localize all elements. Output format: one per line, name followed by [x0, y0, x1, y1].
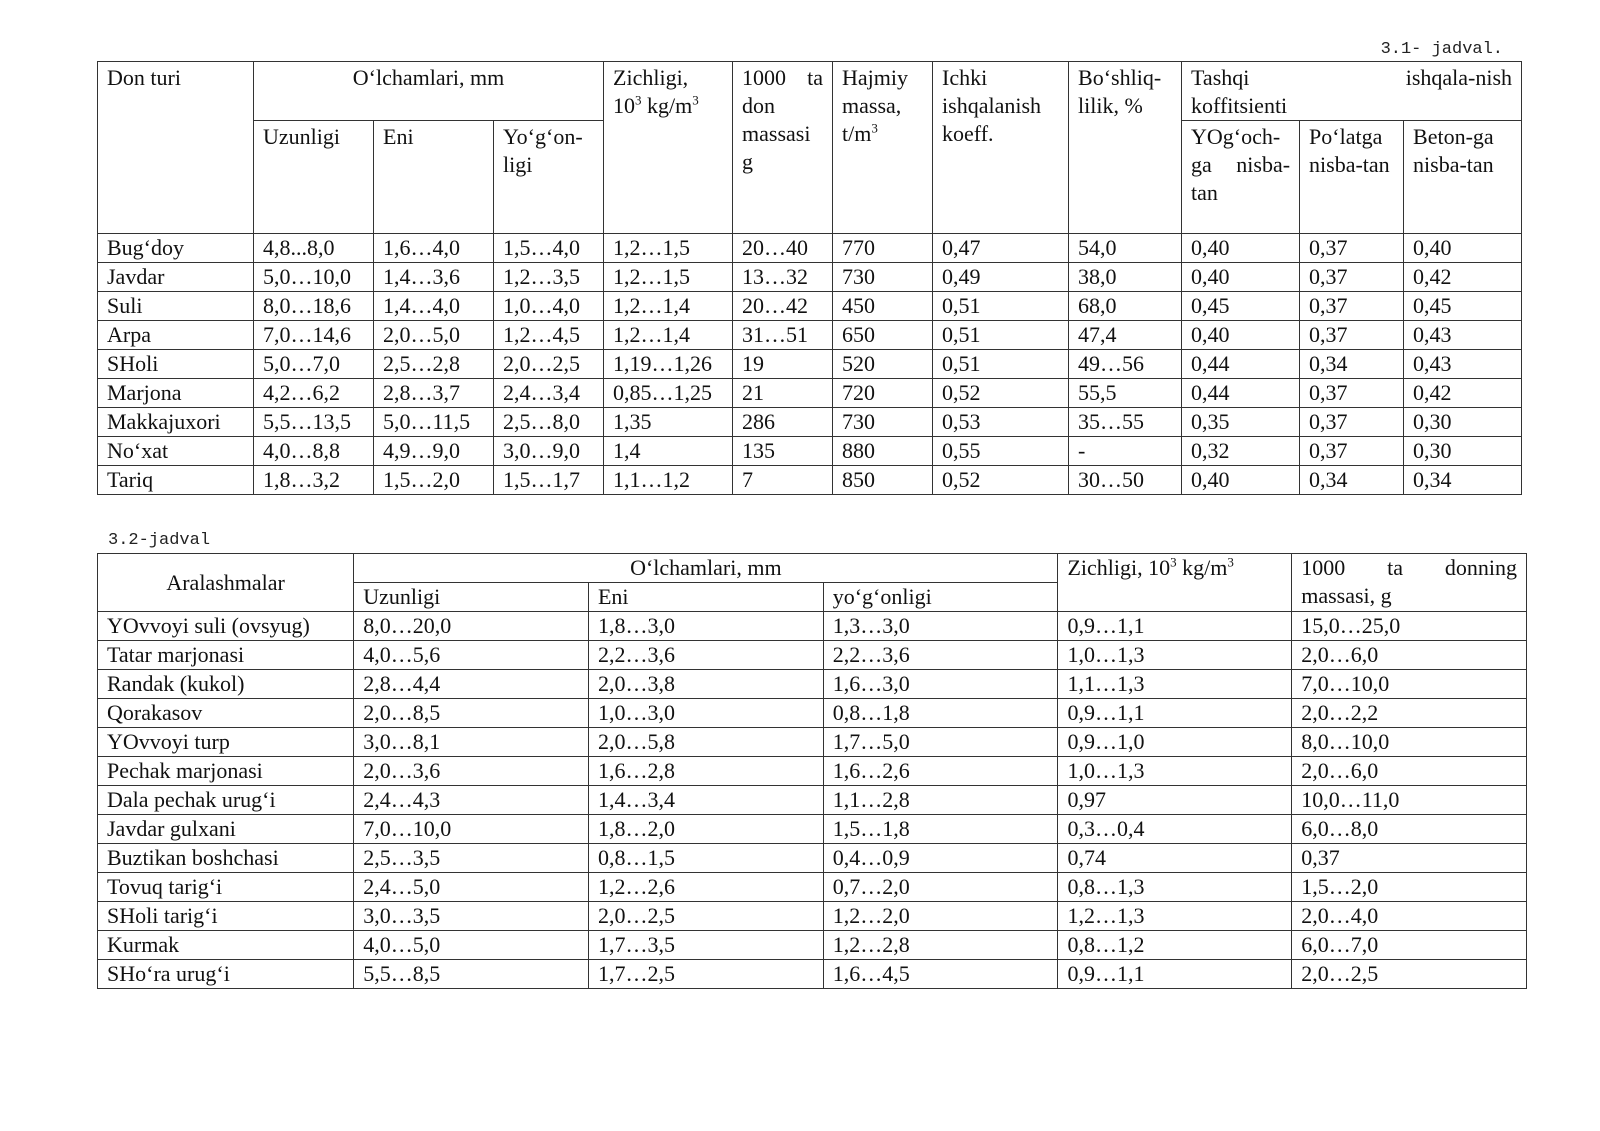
- table-row: [98, 350, 1522, 379]
- header-boshliqlilik: Bo‘shliq-lilik, %: [1069, 62, 1182, 234]
- table-cell: 1,0…1,3: [1058, 641, 1292, 670]
- table-cell: 5,0…10,0: [254, 263, 374, 292]
- table-row: [98, 612, 1527, 641]
- table-cell: 1,2…1,4: [604, 292, 733, 321]
- table-cell: 0,37: [1300, 437, 1404, 466]
- table-row: [98, 844, 1527, 873]
- table-cell: 0,45: [1404, 292, 1522, 321]
- row-label-cell: SHoli: [98, 350, 254, 379]
- table-cell: 54,0: [1069, 234, 1182, 263]
- table-cell: 2,0…8,5: [354, 699, 589, 728]
- table-cell: 6,0…8,0: [1292, 815, 1527, 844]
- table-cell: 2,5…3,5: [354, 844, 589, 873]
- table-cell: 3,0…8,1: [354, 728, 589, 757]
- table-cell: 38,0: [1069, 263, 1182, 292]
- table-cell: 1,6…2,8: [588, 757, 823, 786]
- table-cell: 1,0…1,3: [1058, 757, 1292, 786]
- table-cell: 0,37: [1300, 379, 1404, 408]
- table-cell: 4,9…9,0: [374, 437, 494, 466]
- table-cell: 1,2…1,5: [604, 234, 733, 263]
- table-cell: 1,6…2,6: [823, 757, 1058, 786]
- header-yogonligi: Yo‘g‘on-ligi: [494, 121, 604, 234]
- table-cell: 520: [833, 350, 933, 379]
- table-row: [98, 263, 1522, 292]
- table-cell: 1,5…4,0: [494, 234, 604, 263]
- table-row: [98, 757, 1527, 786]
- grain-properties-table: [97, 61, 1522, 495]
- table-cell: 10,0…11,0: [1292, 786, 1527, 815]
- table-cell: 1,4…3,6: [374, 263, 494, 292]
- table-cell: 3,0…3,5: [354, 902, 589, 931]
- table-row: [98, 321, 1522, 350]
- table-cell: 0,43: [1404, 350, 1522, 379]
- row-label-cell: Kurmak: [98, 931, 354, 960]
- table-cell: 7,0…10,0: [1292, 670, 1527, 699]
- table-cell: 0,42: [1404, 379, 1522, 408]
- table-row: [98, 641, 1527, 670]
- row-label-cell: Tatar marjonasi: [98, 641, 354, 670]
- table-cell: 4,0…5,0: [354, 931, 589, 960]
- table-cell: 0,55: [933, 437, 1069, 466]
- table-cell: 2,4…3,4: [494, 379, 604, 408]
- table-1-caption: 3.1- jadval.: [1380, 40, 1503, 59]
- header-olchamlari-2: O‘lchamlari, mm: [354, 554, 1058, 583]
- impurities-table: [97, 553, 1527, 989]
- row-label-cell: Arpa: [98, 321, 254, 350]
- table-cell: 2,8…3,7: [374, 379, 494, 408]
- table-cell: 1,7…2,5: [588, 960, 823, 989]
- table-cell: 1,2…1,4: [604, 321, 733, 350]
- table-row: [98, 437, 1522, 466]
- table-cell: 13…32: [733, 263, 833, 292]
- table-cell: 0,85…1,25: [604, 379, 733, 408]
- row-label-cell: Javdar: [98, 263, 254, 292]
- row-label-cell: YOvvoyi turp: [98, 728, 354, 757]
- table-row: [98, 931, 1527, 960]
- table-cell: 1,8…3,2: [254, 466, 374, 495]
- table-cell: 0,40: [1182, 234, 1300, 263]
- table-cell: 1,2…3,5: [494, 263, 604, 292]
- table-cell: 19: [733, 350, 833, 379]
- table-cell: 1,2…4,5: [494, 321, 604, 350]
- table-cell: 2,0…2,5: [1292, 960, 1527, 989]
- table-cell: 0,37: [1300, 408, 1404, 437]
- table-cell: 880: [833, 437, 933, 466]
- table-cell: 0,40: [1404, 234, 1522, 263]
- header-yogonligi-2: yo‘g‘onligi: [823, 583, 1058, 612]
- table-row: [98, 960, 1527, 989]
- table-cell: 2,0…4,0: [1292, 902, 1527, 931]
- header-olchamlari: O‘lchamlari, mm: [254, 62, 604, 121]
- table-row: [98, 902, 1527, 931]
- table-cell: 730: [833, 263, 933, 292]
- table-cell: 1,2…1,5: [604, 263, 733, 292]
- table-cell: 1,6…3,0: [823, 670, 1058, 699]
- table-cell: 1,2…2,0: [823, 902, 1058, 931]
- row-label-cell: Suli: [98, 292, 254, 321]
- header-don-turi: Don turi: [98, 62, 254, 234]
- table-cell: 286: [733, 408, 833, 437]
- table-cell: 1,7…5,0: [823, 728, 1058, 757]
- table-cell: 1,2…2,8: [823, 931, 1058, 960]
- header-polatga: Po‘latga nisba-tan: [1300, 121, 1404, 234]
- table-cell: 4,8...8,0: [254, 234, 374, 263]
- table-cell: 2,4…4,3: [354, 786, 589, 815]
- header-eni-2: Eni: [588, 583, 823, 612]
- table-cell: 1,35: [604, 408, 733, 437]
- row-label-cell: SHo‘ra urug‘i: [98, 960, 354, 989]
- table-cell: 2,2…3,6: [823, 641, 1058, 670]
- row-label-cell: YOvvoyi suli (ovsyug): [98, 612, 354, 641]
- table-cell: 2,4…5,0: [354, 873, 589, 902]
- table-cell: 1,1…2,8: [823, 786, 1058, 815]
- table-cell: 0,9…1,1: [1058, 960, 1292, 989]
- table-cell: 1,4…3,4: [588, 786, 823, 815]
- row-label-cell: Tovuq tarig‘i: [98, 873, 354, 902]
- table-cell: 0,8…1,8: [823, 699, 1058, 728]
- table-cell: 2,5…2,8: [374, 350, 494, 379]
- table-cell: 68,0: [1069, 292, 1182, 321]
- table-cell: 0,3…0,4: [1058, 815, 1292, 844]
- table-cell: 0,30: [1404, 437, 1522, 466]
- table-cell: 21: [733, 379, 833, 408]
- table-cell: 2,0…5,0: [374, 321, 494, 350]
- table-cell: 2,0…3,6: [354, 757, 589, 786]
- table-cell: 2,0…2,5: [494, 350, 604, 379]
- table-cell: 1,2…1,3: [1058, 902, 1292, 931]
- table-cell: 0,40: [1182, 321, 1300, 350]
- table-cell: 1,5…2,0: [1292, 873, 1527, 902]
- header-hajmiy-massa: Hajmiy massa, $t/m^3$: [833, 62, 933, 234]
- header-massa-1000: 1000 ta don massasi g: [733, 62, 833, 234]
- table-cell: 2,8…4,4: [354, 670, 589, 699]
- table-cell: 2,0…2,2: [1292, 699, 1527, 728]
- table-cell: 0,32: [1182, 437, 1300, 466]
- table-cell: 0,9…1,0: [1058, 728, 1292, 757]
- row-label-cell: Bug‘doy: [98, 234, 254, 263]
- table-cell: 1,5…2,0: [374, 466, 494, 495]
- table-cell: 47,4: [1069, 321, 1182, 350]
- table-cell: 0,53: [933, 408, 1069, 437]
- table-cell: 0,40: [1182, 263, 1300, 292]
- table-2-caption: 3.2-jadval: [108, 531, 211, 550]
- header-betonga: Beton-ga nisba-tan: [1404, 121, 1522, 234]
- header-eni: Eni: [374, 121, 494, 234]
- table-cell: 1,1…1,3: [1058, 670, 1292, 699]
- row-label-cell: Buztikan boshchasi: [98, 844, 354, 873]
- table-cell: 0,7…2,0: [823, 873, 1058, 902]
- header-uzunligi: Uzunligi: [254, 121, 374, 234]
- table-cell: 1,4: [604, 437, 733, 466]
- row-label-cell: Makkajuxori: [98, 408, 254, 437]
- table-cell: 850: [833, 466, 933, 495]
- table-row: [98, 873, 1527, 902]
- header-massa-2: 1000 ta donning massasi, g: [1292, 554, 1527, 612]
- table-cell: 0,44: [1182, 379, 1300, 408]
- table-row: [98, 786, 1527, 815]
- table-cell: 0,47: [933, 234, 1069, 263]
- table-cell: 770: [833, 234, 933, 263]
- table-cell: 1,4…4,0: [374, 292, 494, 321]
- header-tashqi-ishqalanish: Tashqi ishqala-nish koffitsienti: [1182, 62, 1522, 121]
- table-cell: 1,19…1,26: [604, 350, 733, 379]
- table-cell: 5,0…11,5: [374, 408, 494, 437]
- header-uzunligi-2: Uzunligi: [354, 583, 589, 612]
- table-cell: 0,4…0,9: [823, 844, 1058, 873]
- table-cell: 7: [733, 466, 833, 495]
- table-cell: 7,0…14,6: [254, 321, 374, 350]
- table-cell: 2,5…8,0: [494, 408, 604, 437]
- table-row: [98, 234, 1522, 263]
- table-cell: 0,34: [1300, 466, 1404, 495]
- table-cell: 0,42: [1404, 263, 1522, 292]
- table-cell: 650: [833, 321, 933, 350]
- table-cell: 5,0…7,0: [254, 350, 374, 379]
- table-cell: 5,5…8,5: [354, 960, 589, 989]
- table-cell: 0,51: [933, 350, 1069, 379]
- table-cell: 0,51: [933, 321, 1069, 350]
- header-yogochga: YOg‘och-ga nisba-tan: [1182, 121, 1300, 234]
- table-cell: 2,0…2,5: [588, 902, 823, 931]
- table-cell: 0,49: [933, 263, 1069, 292]
- row-label-cell: Qorakasov: [98, 699, 354, 728]
- header-zichligi: Zichligi, $10^3$ $kg/m^3$: [604, 62, 733, 234]
- table-cell: 20…42: [733, 292, 833, 321]
- table-cell: 0,37: [1300, 234, 1404, 263]
- table-cell: 0,40: [1182, 466, 1300, 495]
- table-cell: 8,0…10,0: [1292, 728, 1527, 757]
- table-cell: 730: [833, 408, 933, 437]
- table-cell: 0,51: [933, 292, 1069, 321]
- table-cell: 1,8…3,0: [588, 612, 823, 641]
- row-label-cell: Javdar gulxani: [98, 815, 354, 844]
- table-cell: -: [1069, 437, 1182, 466]
- table-cell: 0,34: [1404, 466, 1522, 495]
- table-cell: 30…50: [1069, 466, 1182, 495]
- table-cell: 5,5…13,5: [254, 408, 374, 437]
- table-cell: 1,7…3,5: [588, 931, 823, 960]
- table-row: [98, 292, 1522, 321]
- table-row: [98, 466, 1522, 495]
- row-label-cell: SHoli tarig‘i: [98, 902, 354, 931]
- table-cell: 0,45: [1182, 292, 1300, 321]
- table-cell: 20…40: [733, 234, 833, 263]
- row-label-cell: Marjona: [98, 379, 254, 408]
- table-cell: 4,0…5,6: [354, 641, 589, 670]
- table-cell: 0,43: [1404, 321, 1522, 350]
- header-zichligi-2: Zichligi, $10^3$ $kg/m^3$: [1058, 554, 1292, 612]
- table-cell: 15,0…25,0: [1292, 612, 1527, 641]
- table-cell: 8,0…20,0: [354, 612, 589, 641]
- table-cell: 0,52: [933, 466, 1069, 495]
- table-row: [98, 815, 1527, 844]
- table-cell: 0,30: [1404, 408, 1522, 437]
- table-cell: 2,0…5,8: [588, 728, 823, 757]
- table-cell: 7,0…10,0: [354, 815, 589, 844]
- row-label-cell: No‘xat: [98, 437, 254, 466]
- table-cell: 49…56: [1069, 350, 1182, 379]
- table-cell: 2,0…3,8: [588, 670, 823, 699]
- table-row: [98, 408, 1522, 437]
- table-cell: 2,0…6,0: [1292, 641, 1527, 670]
- table-cell: 0,8…1,2: [1058, 931, 1292, 960]
- table-cell: 8,0…18,6: [254, 292, 374, 321]
- row-label-cell: Pechak marjonasi: [98, 757, 354, 786]
- row-label-cell: Tariq: [98, 466, 254, 495]
- table-cell: 720: [833, 379, 933, 408]
- table-cell: 4,0…8,8: [254, 437, 374, 466]
- table-cell: 2,0…6,0: [1292, 757, 1527, 786]
- table-row: [98, 670, 1527, 699]
- table-cell: 0,37: [1292, 844, 1527, 873]
- table-cell: 31…51: [733, 321, 833, 350]
- table-cell: 55,5: [1069, 379, 1182, 408]
- table-cell: 0,8…1,3: [1058, 873, 1292, 902]
- table-cell: 0,35: [1182, 408, 1300, 437]
- table-cell: 4,2…6,2: [254, 379, 374, 408]
- table-cell: 135: [733, 437, 833, 466]
- table-cell: 1,0…3,0: [588, 699, 823, 728]
- table-cell: 0,9…1,1: [1058, 612, 1292, 641]
- table-cell: 0,52: [933, 379, 1069, 408]
- table-cell: 0,74: [1058, 844, 1292, 873]
- table-cell: 1,6…4,0: [374, 234, 494, 263]
- table-cell: 0,9…1,1: [1058, 699, 1292, 728]
- table-cell: 0,34: [1300, 350, 1404, 379]
- table-cell: 0,37: [1300, 292, 1404, 321]
- table-cell: 1,0…4,0: [494, 292, 604, 321]
- table-cell: 1,6…4,5: [823, 960, 1058, 989]
- table-cell: 3,0…9,0: [494, 437, 604, 466]
- row-label-cell: Randak (kukol): [98, 670, 354, 699]
- table-cell: 0,8…1,5: [588, 844, 823, 873]
- table-cell: 450: [833, 292, 933, 321]
- table-cell: 1,8…2,0: [588, 815, 823, 844]
- table-cell: 0,97: [1058, 786, 1292, 815]
- table-row: [98, 699, 1527, 728]
- table-cell: 1,5…1,7: [494, 466, 604, 495]
- table-cell: 1,2…2,6: [588, 873, 823, 902]
- table-cell: 2,2…3,6: [588, 641, 823, 670]
- table-cell: 1,3…3,0: [823, 612, 1058, 641]
- header-ichki-ishqalanish: Ichki ishqalanish koeff.: [933, 62, 1069, 234]
- table-row: [98, 379, 1522, 408]
- table-row: [98, 728, 1527, 757]
- table-cell: 1,1…1,2: [604, 466, 733, 495]
- table-cell: 6,0…7,0: [1292, 931, 1527, 960]
- table-cell: 0,37: [1300, 321, 1404, 350]
- table-cell: 0,37: [1300, 263, 1404, 292]
- row-label-cell: Dala pechak urug‘i: [98, 786, 354, 815]
- table-cell: 1,5…1,8: [823, 815, 1058, 844]
- table-cell: 0,44: [1182, 350, 1300, 379]
- table-cell: 35…55: [1069, 408, 1182, 437]
- header-aralashmalar: Aralashmalar: [98, 554, 354, 612]
